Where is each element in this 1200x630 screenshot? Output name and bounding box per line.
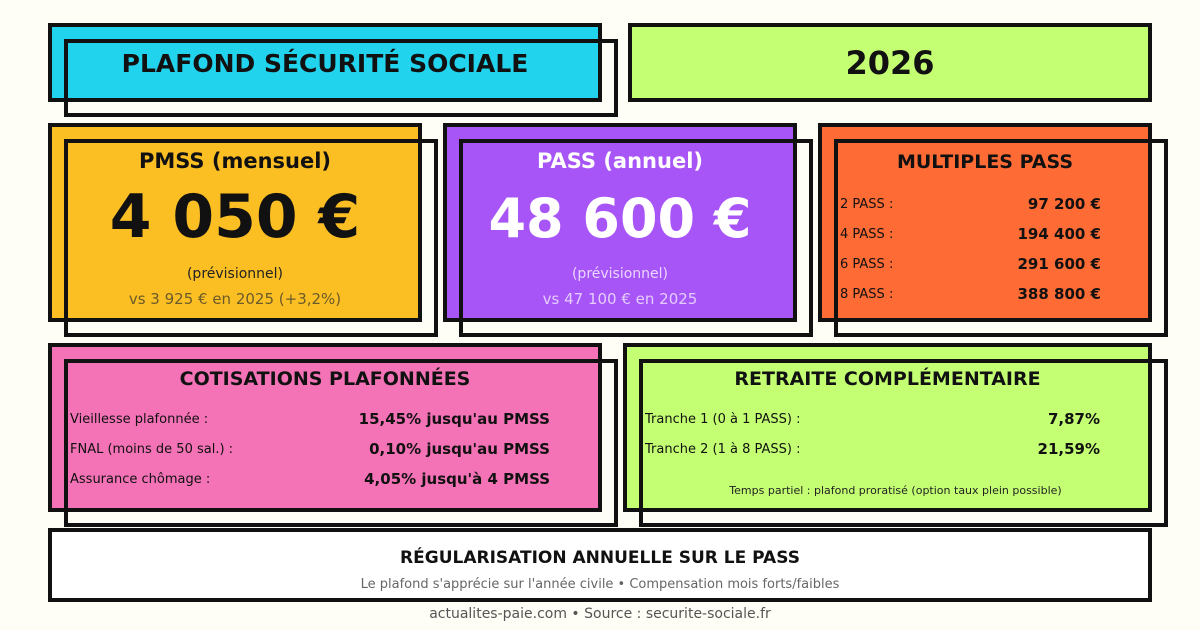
cotisations-row-label: Vieillesse plafonnée : — [70, 412, 209, 427]
page-title: PLAFOND SÉCURITÉ SOCIALE — [121, 49, 529, 78]
cotisations-row-value: 4,05% jusqu'à 4 PMSS — [364, 470, 550, 488]
pass-amount: 48 600 € — [488, 187, 752, 250]
pass-comparison: vs 47 100 € en 2025 — [542, 290, 698, 308]
multiples-row-label: 2 PASS : — [840, 197, 894, 212]
multiples-row-value: 388 800 € — [1017, 285, 1101, 303]
multiples-row-label: 8 PASS : — [840, 287, 894, 302]
cotisations-row-label: FNAL (moins de 50 sal.) : — [70, 442, 234, 457]
retraite-row-label: Tranche 1 (0 à 1 PASS) : — [645, 412, 801, 427]
pass-title: PASS (annuel) — [537, 149, 703, 173]
retraite-note: Temps partiel : plafond proratisé (option taux plein possible) — [729, 484, 1062, 497]
cotisations-row-value: 15,45% jusqu'au PMSS — [358, 410, 550, 428]
regularisation-title: RÉGULARISATION ANNUELLE SUR LE PASS — [400, 548, 800, 568]
footer-source: actualites-paie.com • Source : securite-sociale.fr — [429, 606, 771, 622]
cotisations-title: COTISATIONS PLAFONNÉES — [179, 368, 471, 390]
retraite-row-value: 7,87% — [1047, 410, 1100, 428]
retraite-row-label: Tranche 2 (1 à 8 PASS) : — [645, 442, 801, 457]
multiples-title: MULTIPLES PASS — [896, 151, 1074, 173]
pmss-title: PMSS (mensuel) — [138, 149, 332, 173]
cotisations-row-value: 0,10% jusqu'au PMSS — [369, 440, 550, 458]
retraite-title: RETRAITE COMPLÉMENTAIRE — [734, 368, 1041, 390]
multiples-row-value: 291 600 € — [1017, 255, 1101, 273]
pmss-comparison: vs 3 925 € en 2025 (+3,2%) — [128, 290, 342, 308]
multiples-row-value: 97 200 € — [1027, 195, 1101, 213]
multiples-row-label: 4 PASS : — [840, 227, 894, 242]
regularisation-subtitle: Le plafond s'apprécie sur l'année civile • Compensation mois forts/faibles — [360, 577, 840, 592]
retraite-row-value: 21,59% — [1037, 440, 1100, 458]
pass-note: (prévisionnel) — [571, 266, 669, 282]
pmss-amount: 4 050 € — [109, 182, 361, 252]
pmss-note: (prévisionnel) — [186, 266, 284, 282]
year-label: 2026 — [845, 44, 935, 82]
multiples-row-value: 194 400 € — [1017, 225, 1101, 243]
multiples-row-label: 6 PASS : — [840, 257, 894, 272]
cotisations-row-label: Assurance chômage : — [70, 472, 211, 487]
